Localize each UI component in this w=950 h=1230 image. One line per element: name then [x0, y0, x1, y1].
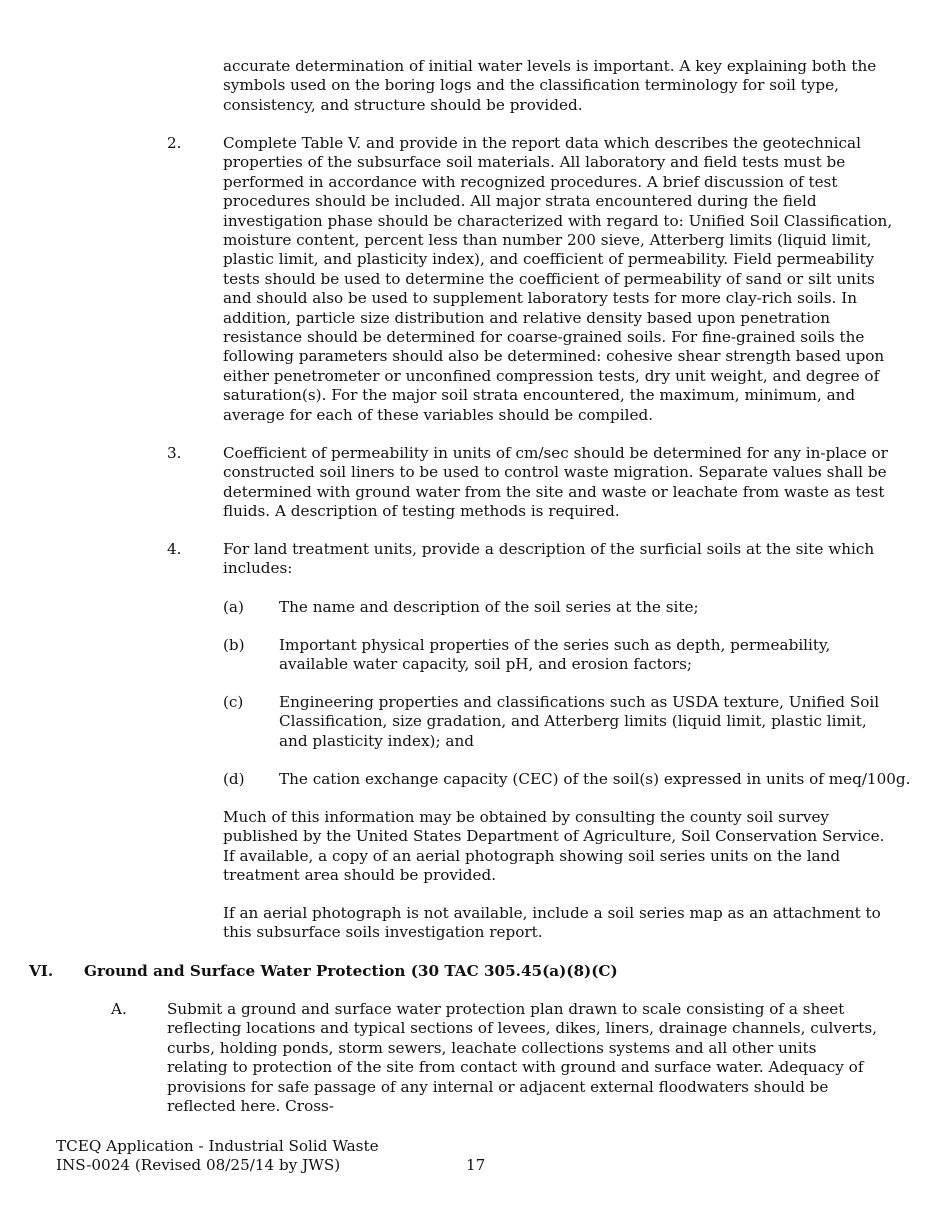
subitem-text-a: The name and description of the soil series at the site; [279, 598, 699, 616]
section-number: VI. [29, 962, 54, 980]
item-number-2: 2. [167, 134, 182, 152]
note-paragraph-soil-map: If an aerial photograph is not available, include a soil series map as an attachment to this subsurface soils investigation report. [223, 904, 881, 942]
intro-paragraph: accurate determination of initial water levels is important. A key explaining both the symbols used on the boring logs and the classification terminology for soil type, consistency, and structure should be provided. [223, 57, 877, 114]
item-text-4: For land treatment units, provide a description of the surficial soils at the site which includes: [223, 540, 875, 578]
section-title: Ground and Surface Water Protection (30 TAC 305.45(a)(8)(C) [84, 962, 618, 980]
section-item-text: Submit a ground and surface water protection plan drawn to scale consisting of a sheet reflecting locations and typical sections of levees, dikes, liners, drainage channels, culverts, curbs, holding ponds, storm sewers, leachate collections systems and all other units relating to protection of the site from contact with ground and surface water. Adequacy of provisions for safe passage of any internal or adjacent external floodwaters should be reflected here. Cross- [167, 1000, 877, 1116]
subitem-label-b: (b) [223, 636, 245, 654]
note-paragraph-soil-survey: Much of this information may be obtained by consulting the county soil survey published by the United States Department of Agriculture, Soil Conservation Service. If available, a copy of an aerial photograph showing soil series units on the land treatment area should be provided. [223, 808, 885, 885]
subitem-label-c: (c) [223, 693, 244, 711]
item-text-2: Complete Table V. and provide in the report data which describes the geotechnical properties of the subsurface soil materials. All laboratory and field tests must be performed in accordance with recognized procedures. A brief discussion of test procedures should be included. All major strata encountered during the field investigation phase should be characterized with regard to: Unified Soil Classification, moisture content, percent less than number 200 sieve, Atterberg limits (liquid limit, plastic limit, and plasticity index), and coefficient of permeability. Field permeability tests should be used to determine the coefficient of permeability of sand or silt units and should also be used to supplement laboratory tests for more clay-rich soils. In addition, particle size distribution and relative density based upon penetration resistance should be determined for coarse-grained soils. For fine-grained soils the following parameters should also be determined: cohesive shear strength based upon either penetrometer or unconfined compression tests, dry unit weight, and degree of saturation(s). For the major soil strata encountered, the maximum, minimum, and average for each of these variables should be compiled. [223, 134, 893, 424]
footer-line-2: INS-0024 (Revised 08/25/14 by JWS) [56, 1156, 341, 1174]
subitem-text-d: The cation exchange capacity (CEC) of the soil(s) expressed in units of meq/100g. [279, 770, 911, 788]
footer-line-1: TCEQ Application - Industrial Solid Waste [56, 1137, 379, 1155]
item-number-4: 4. [167, 540, 182, 558]
subitem-label-a: (a) [223, 598, 244, 616]
page-number: 17 [466, 1156, 486, 1174]
item-text-3: Coefficient of permeability in units of cm/sec should be determined for any in-place or constructed soil liners to be used to control waste migration. Separate values shall be determined with ground water from the site and waste or leachate from waste as test fluids. A description of testing methods is required. [223, 444, 888, 521]
footer [56, 1137, 896, 1177]
section-item-label: A. [111, 1000, 127, 1018]
subitem-label-d: (d) [223, 770, 245, 788]
subitem-text-b: Important physical properties of the series such as depth, permeability, available water capacity, soil pH, and erosion factors; [279, 636, 831, 674]
subitem-text-c: Engineering properties and classifications such as USDA texture, Unified Soil Classification, size gradation, and Atterberg limits (liquid limit, plastic limit, and plasticity index); and [279, 693, 880, 750]
item-number-3: 3. [167, 444, 182, 462]
